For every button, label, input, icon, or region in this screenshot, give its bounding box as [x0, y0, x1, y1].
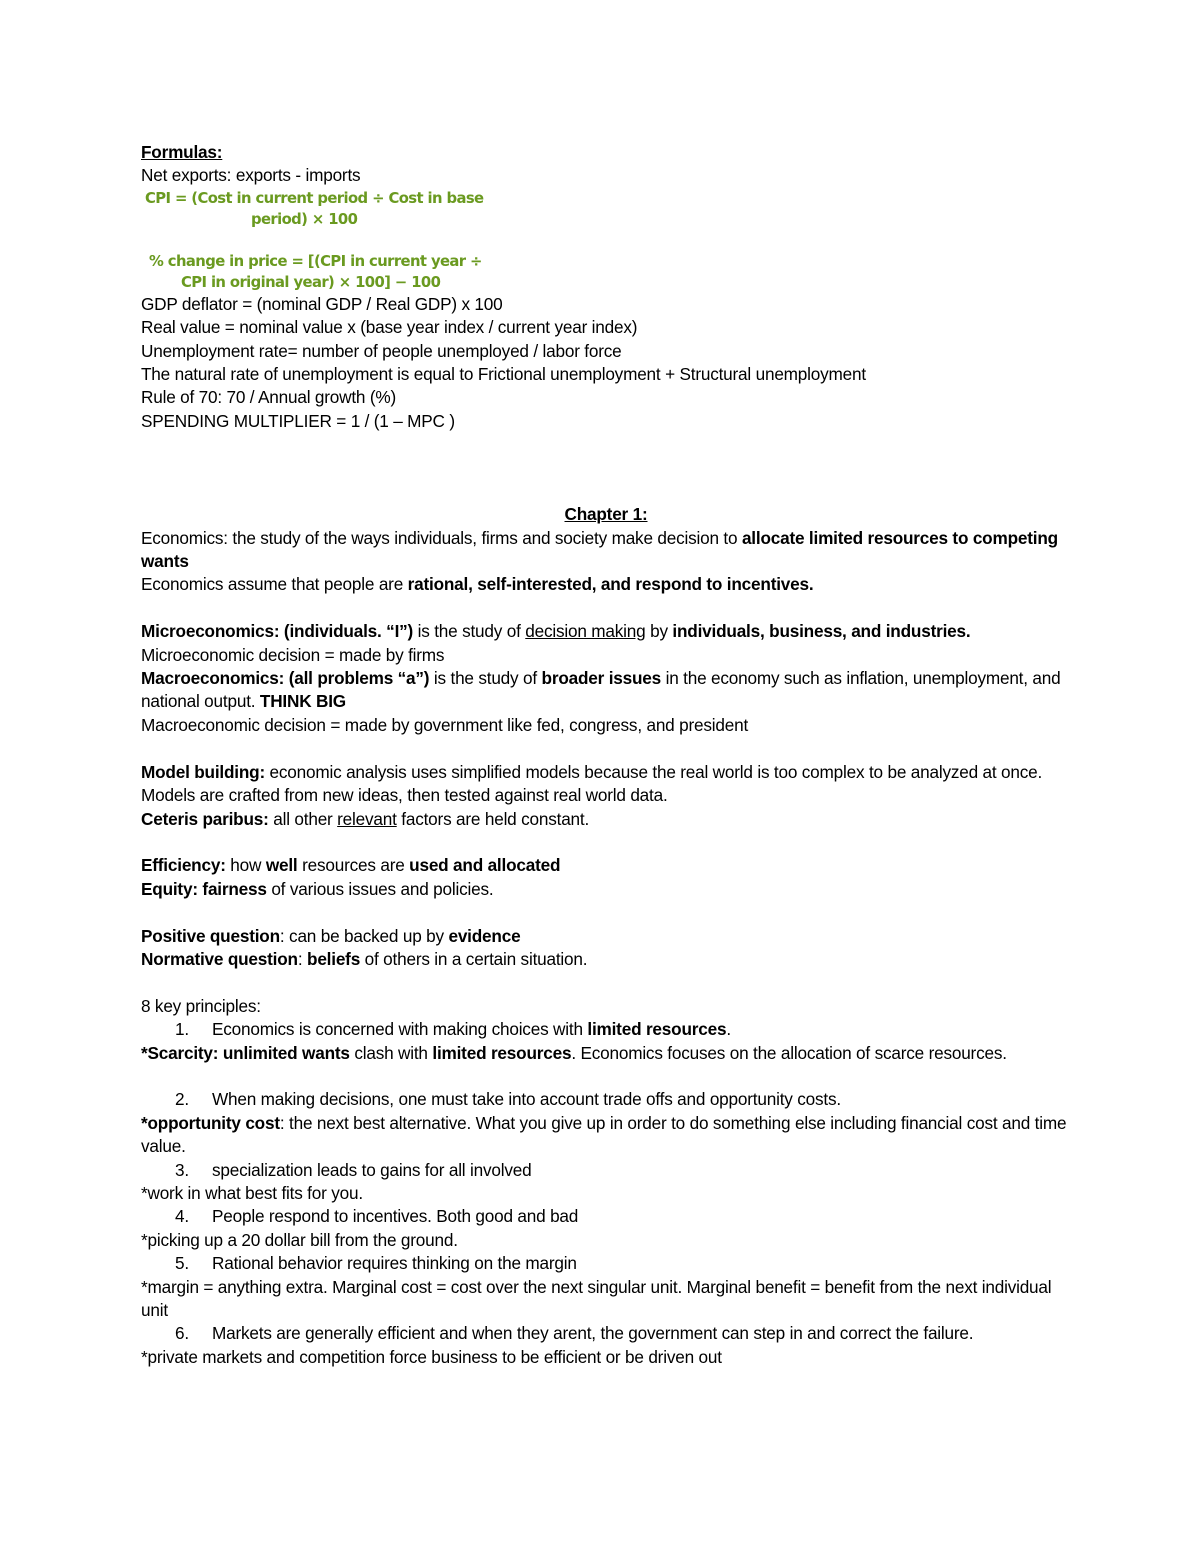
natural-rate-formula: The natural rate of unemployment is equal to Frictional unemployment + Structural unemployment: [141, 364, 866, 385]
normative-question: Normative question: beliefs of others in a certain situation.: [141, 948, 588, 969]
spending-multiplier-formula: SPENDING MULTIPLIER = 1 / (1 – MPC ): [141, 410, 455, 431]
principle-6: 6. Markets are generally efficient and when they arent, the government can step in and correct the failure.: [175, 1323, 974, 1344]
ceteris-paribus: Ceteris paribus: all other relevant factors are held constant.: [141, 808, 590, 829]
opportunity-cost-note: *opportunity cost: the next best alternative. What you give up in order to do something else including financial cost and time value.: [141, 1112, 1067, 1157]
microeconomic-decision: Microeconomic decision = made by firms: [141, 644, 445, 665]
macroeconomics-definition: Macroeconomics: (all problems “a”) is the study of broader issues in the economy such as inflation, unemployment, and national output. THINK BIG: [141, 668, 1061, 712]
scarcity-note: *Scarcity: unlimited wants clash with limited resources. Economics focuses on the allocation of scarce resources.: [141, 1042, 1007, 1063]
net-exports-formula: Net exports: exports - imports: [141, 165, 361, 186]
principle-6-note: *private markets and competition force business to be efficient or be driven out: [141, 1346, 722, 1367]
microeconomics-definition: Microeconomics: (individuals. “I”) is the study of decision making by individuals, business, and industries.: [141, 621, 971, 642]
principle-3: 3. specialization leads to gains for all involved: [175, 1159, 532, 1180]
economics-definition: Economics: the study of the ways individuals, firms and society make decision to allocate limited resources to competing wants: [141, 527, 1058, 572]
cpi-formula-line1: CPI = (Cost in current period ÷ Cost in base: [145, 189, 484, 207]
rule-of-70-formula: Rule of 70: 70 / Annual growth (%): [141, 387, 396, 408]
principle-5: 5. Rational behavior requires thinking on the margin: [175, 1253, 577, 1274]
key-principles-heading: 8 key principles:: [141, 995, 261, 1016]
unemployment-rate-formula: Unemployment rate= number of people unemployed / labor force: [141, 340, 622, 361]
gdp-deflator-formula: GDP deflator = (nominal GDP / Real GDP) x 100: [141, 293, 503, 314]
pct-change-formula-line2: CPI in original year) × 100] − 100: [181, 273, 441, 291]
efficiency-definition: Efficiency: how well resources are used and allocated: [141, 855, 561, 876]
principle-1: 1. Economics is concerned with making choices with limited resources.: [175, 1019, 731, 1040]
principle-4-note: *picking up a 20 dollar bill from the ground.: [141, 1229, 458, 1250]
real-value-formula: Real value = nominal value x (base year index / current year index): [141, 317, 638, 338]
cpi-formula-line2: period) × 100: [251, 210, 358, 228]
document-body: [141, 141, 1071, 1369]
positive-question: Positive question: can be backed up by evidence: [141, 925, 521, 946]
principle-2: 2. When making decisions, one must take into account trade offs and opportunity costs.: [175, 1089, 841, 1110]
models-crafted: Models are crafted from new ideas, then tested against real world data.: [141, 785, 668, 806]
formulas-heading: Formulas:: [141, 142, 223, 162]
economics-assumption: Economics assume that people are rational, self-interested, and respond to incentives.: [141, 574, 814, 595]
principle-3-note: *work in what best fits for you.: [141, 1182, 363, 1203]
equity-definition: Equity: fairness of various issues and policies.: [141, 878, 494, 899]
model-building: Model building: economic analysis uses simplified models because the real world is too complex to be analyzed at once.: [141, 761, 1043, 782]
principle-4: 4. People respond to incentives. Both good and bad: [175, 1206, 579, 1227]
pct-change-formula-line1: % change in price = [(CPI in current year ÷: [149, 252, 482, 270]
macroeconomic-decision: Macroeconomic decision = made by government like fed, congress, and president: [141, 714, 749, 735]
chapter1-heading: Chapter 1:: [564, 504, 648, 525]
principle-5-note: *margin = anything extra. Marginal cost = cost over the next singular unit. Marginal benefit = benefit from the next individual unit: [141, 1276, 1052, 1320]
